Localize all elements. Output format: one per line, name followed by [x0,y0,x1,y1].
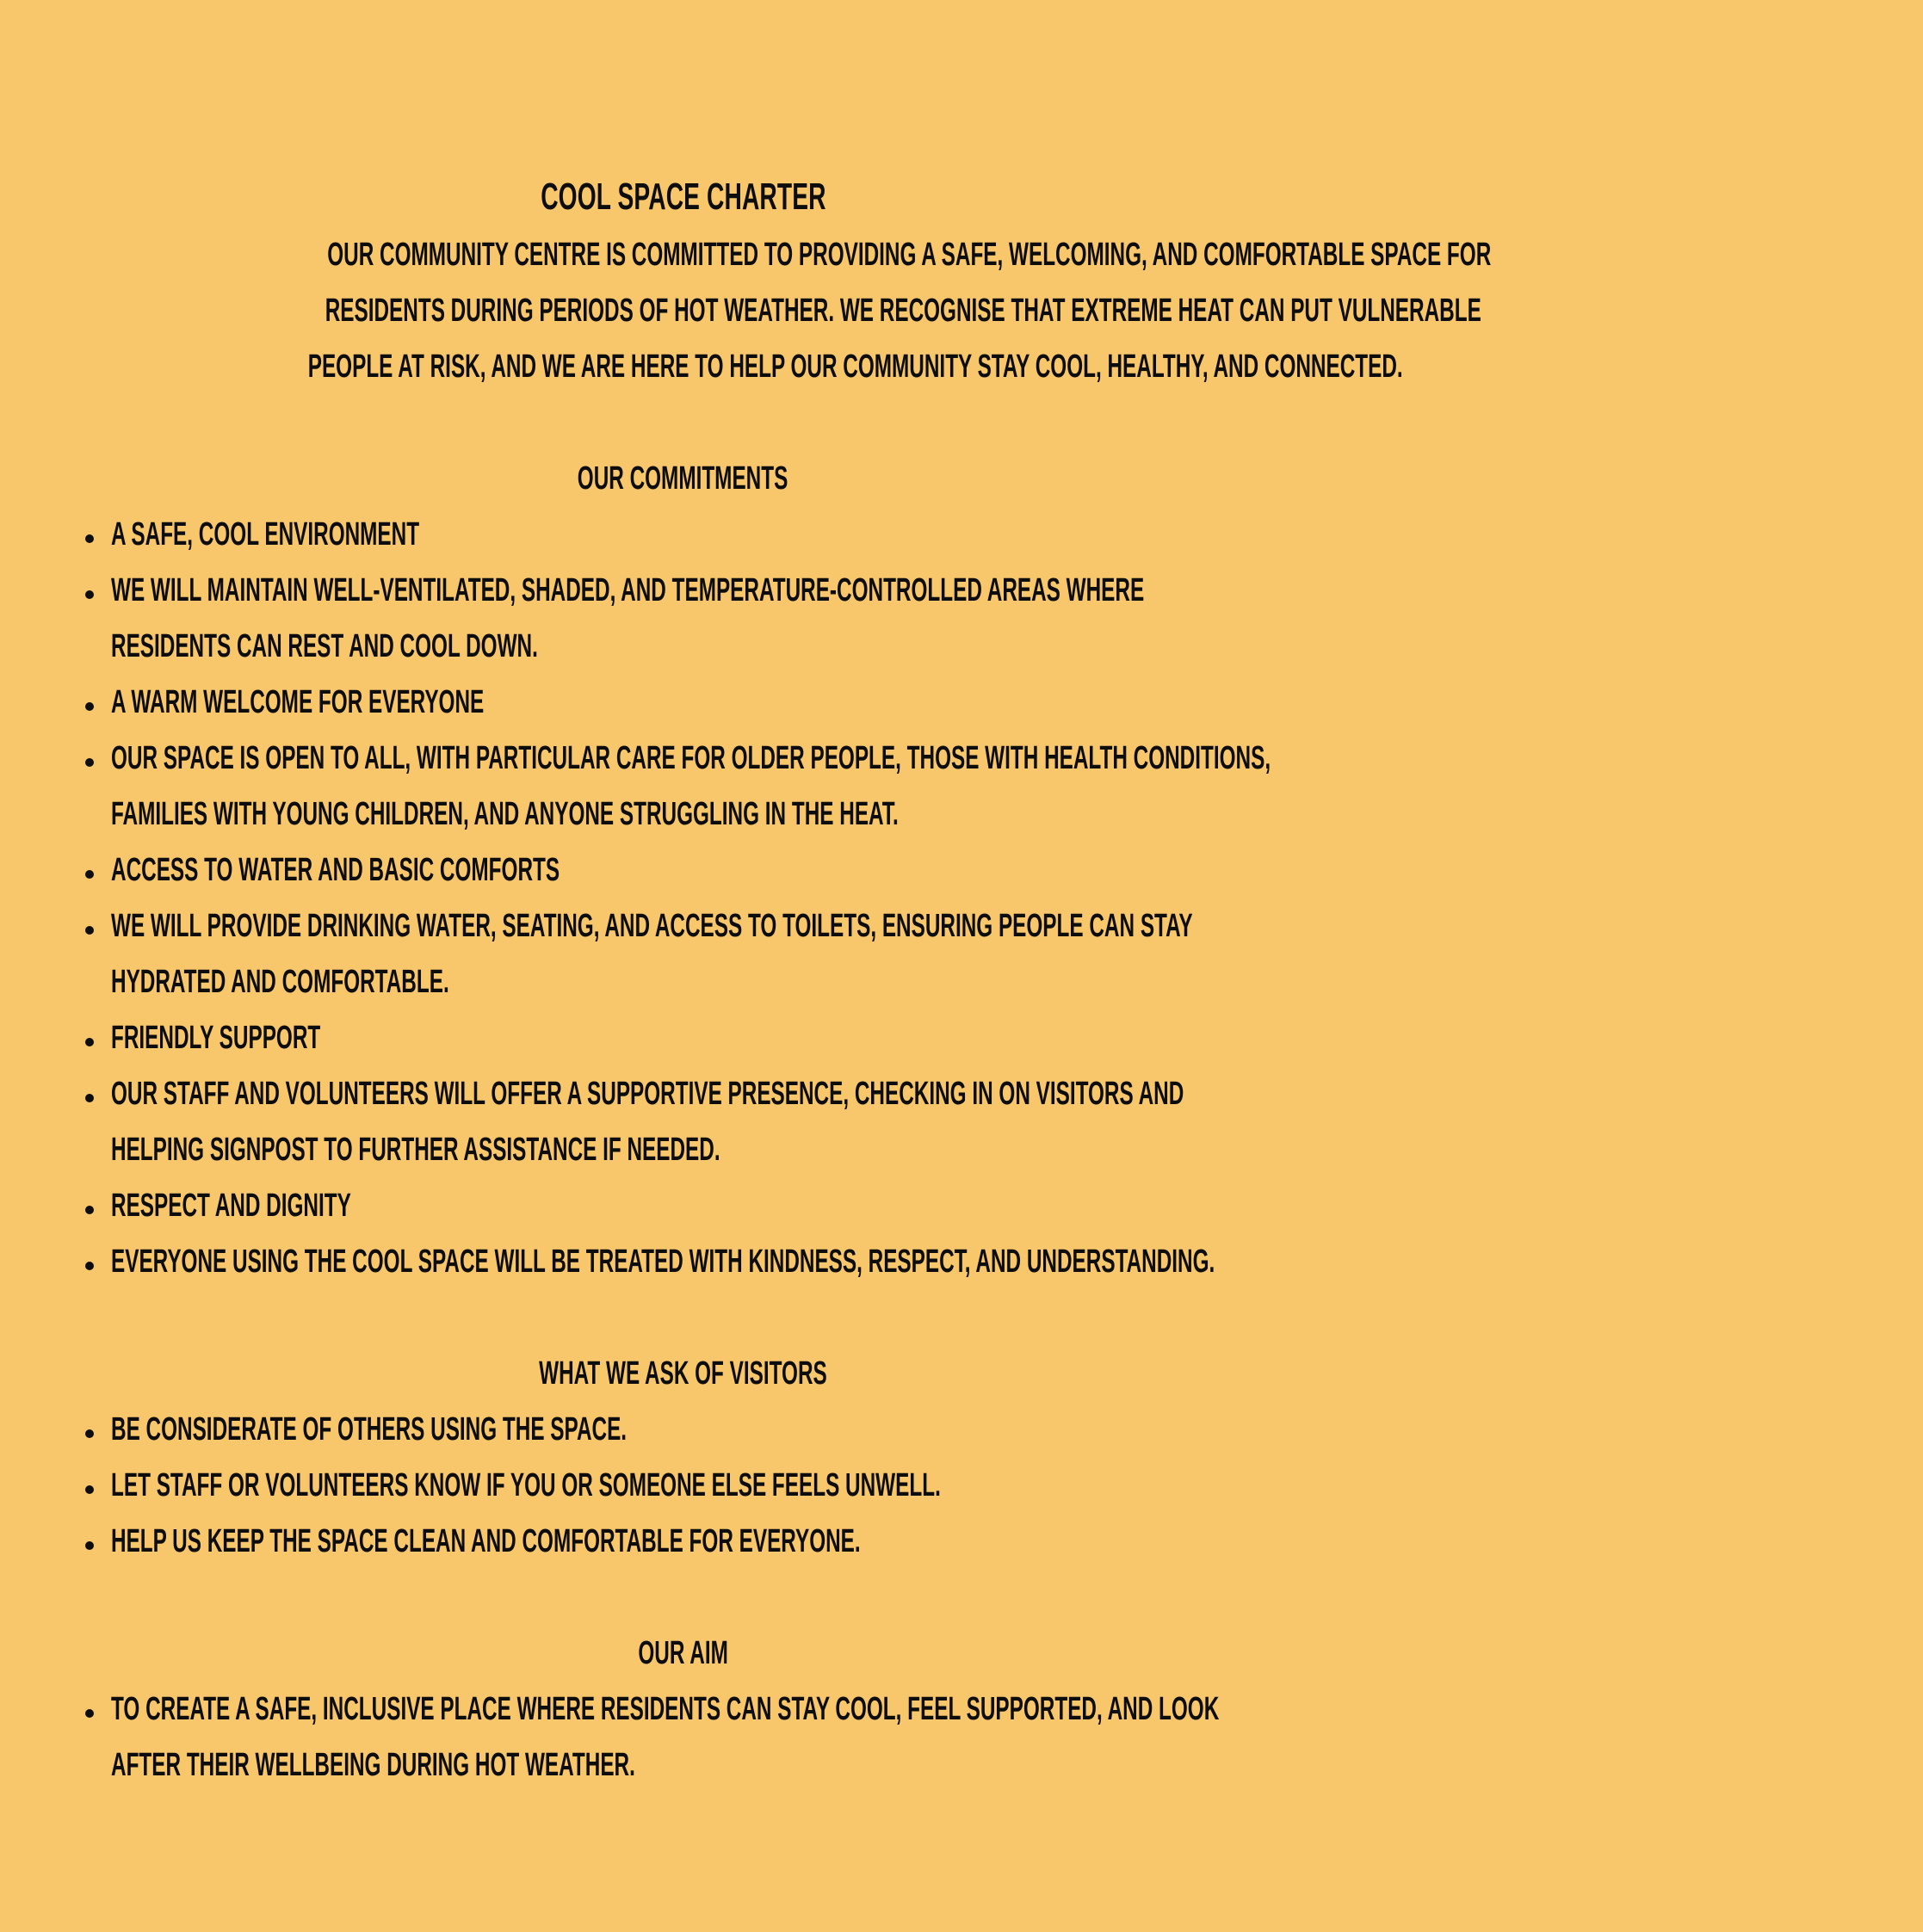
list-item: A WARM WELCOME FOR EVERYONE [0,684,1366,727]
list-item: RESPECT AND DIGNITY [0,1188,1366,1231]
list-item: OUR SPACE IS OPEN TO ALL, WITH PARTICULAR CARE FOR OLDER PEOPLE, THOSE WITH HEALTH CONDITIONS, [0,740,1366,783]
bullet-icon [85,758,94,767]
list-item: EVERYONE USING THE COOL SPACE WILL BE TREATED WITH KINDNESS, RESPECT, AND UNDERSTANDING. [0,1244,1366,1287]
bullet-icon [85,1262,94,1270]
list-item: ACCESS TO WATER AND BASIC COMFORTS [0,852,1366,895]
list-item-continuation: FAMILIES WITH YOUNG CHILDREN, AND ANYONE STRUGGLING IN THE HEAT. [111,796,899,832]
list-item: WE WILL PROVIDE DRINKING WATER, SEATING, AND ACCESS TO TOILETS, ENSURING PEOPLE CAN STAY [0,908,1366,951]
list-item-continuation: HYDRATED AND COMFORTABLE. [111,964,449,1000]
list-item: HELP US KEEP THE SPACE CLEAN AND COMFORTABLE FOR EVERYONE. [0,1523,1366,1566]
bullet-icon [85,1038,94,1046]
page-title: COOL SPACE CHARTER [540,176,826,218]
bullet-icon [85,1709,94,1718]
section-heading-aim: OUR AIM [638,1635,728,1671]
list-item-continuation: RESIDENTS CAN REST AND COOL DOWN. [111,628,538,664]
bullet-icon [85,590,94,599]
list-item: OUR STAFF AND VOLUNTEERS WILL OFFER A SUPPORTIVE PRESENCE, CHECKING IN ON VISITORS AND [0,1076,1366,1119]
bullet-icon [85,1094,94,1102]
section-heading-visitors: WHAT WE ASK OF VISITORS [539,1355,827,1392]
list-item: BE CONSIDERATE OF OTHERS USING THE SPACE. [0,1411,1366,1454]
list-item-continuation: AFTER THEIR WELLBEING DURING HOT WEATHER. [111,1747,635,1783]
list-item: LET STAFF OR VOLUNTEERS KNOW IF YOU OR SOMEONE ELSE FEELS UNWELL. [0,1467,1366,1510]
bullet-icon [85,1429,94,1438]
bullet-icon [85,870,94,879]
bullet-icon [85,1485,94,1494]
intro-line: RESIDENTS DURING PERIODS OF HOT WEATHER. WE RECOGNISE THAT EXTREME HEAT CAN PUT VULNERABLE [325,293,1481,329]
section-heading-commitments: OUR COMMITMENTS [578,460,788,497]
bullet-icon [85,1541,94,1550]
intro-line: PEOPLE AT RISK, AND WE ARE HERE TO HELP OUR COMMUNITY STAY COOL, HEALTHY, AND CONNECTED. [307,349,1403,385]
bullet-icon [85,1206,94,1214]
list-item: A SAFE, COOL ENVIRONMENT [0,516,1366,559]
bullet-icon [85,702,94,711]
list-item: FRIENDLY SUPPORT [0,1020,1366,1063]
list-item: WE WILL MAINTAIN WELL-VENTILATED, SHADED, AND TEMPERATURE-CONTROLLED AREAS WHERE [0,572,1366,615]
intro-line: OUR COMMUNITY CENTRE IS COMMITTED TO PROVIDING A SAFE, WELCOMING, AND COMFORTABLE SPACE FOR [327,237,1492,273]
bullet-icon [85,534,94,543]
list-item-continuation: HELPING SIGNPOST TO FURTHER ASSISTANCE IF NEEDED. [111,1132,720,1168]
list-item: TO CREATE A SAFE, INCLUSIVE PLACE WHERE RESIDENTS CAN STAY COOL, FEEL SUPPORTED, AND LOOK [0,1691,1366,1734]
bullet-icon [85,926,94,935]
